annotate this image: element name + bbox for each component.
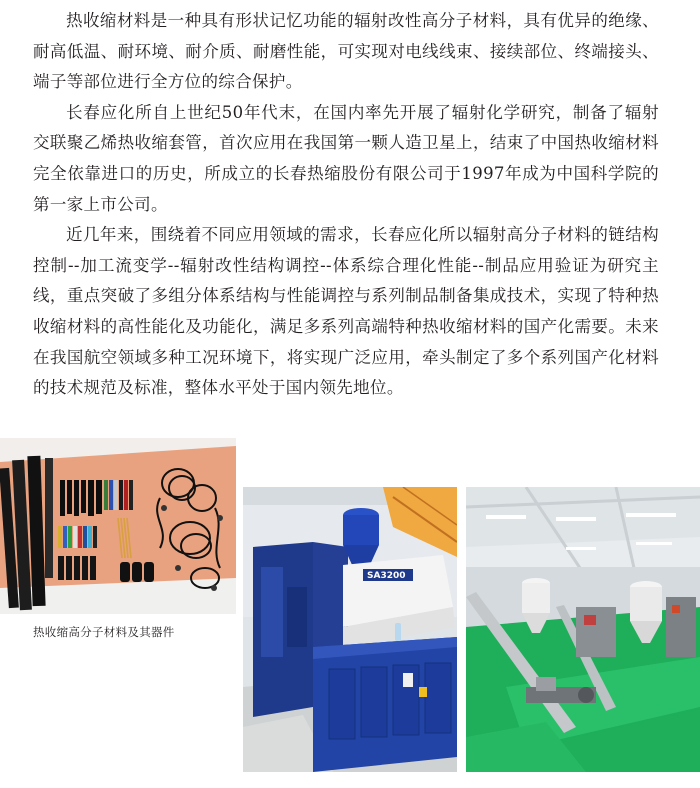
paragraph-intro: 热收缩材料是一种具有形状记忆功能的辐射改性高分子材料，具有优异的绝缘、耐高低温、耐环境、耐介质、耐磨性能，可实现对电线线束、接续部位、终端接头、端子等部位进行全方位的综合保护。 [33,11,659,92]
photo-factory-floor [466,487,700,772]
article-body [33,6,659,404]
machine-model-label: SA3200 [367,571,406,581]
figure-caption: 热收缩高分子材料及其器件 [33,625,175,639]
paragraph-recent-work: 近几年来，围绕着不同应用领域的需求，长春应化所以辐射高分子材料的链结构控制--加工流变学--辐射改性结构调控--体系综合理化性能--制品应用验证为研究主线，重点突破了多组分体系结构与性能调控与系列制品制备集成技术，实现了特种热收缩材料的高性能化及功能化，满足多系列高端特种热收缩材料的国产化需要。未来在我国航空领域多种工况环境下，将实现广泛应用，牵头制定了多个系列国产化材料的技术规范及标准，整体水平处于国内领先地位。 [33,225,659,398]
paragraph-history: 长春应化所自上世纪50年代末，在国内率先开展了辐射化学研究，制备了辐射交联聚乙烯热收缩套管，首次应用在我国第一颗人造卫星上，结束了中国热收缩材料完全依靠进口的历史，所成立的长春热缩股份有限公司于1997年成为中国科学院的第一家上市公司。 [33,102,659,214]
photo-injection-machine [243,487,457,772]
photo-heat-shrink-products [0,438,236,614]
